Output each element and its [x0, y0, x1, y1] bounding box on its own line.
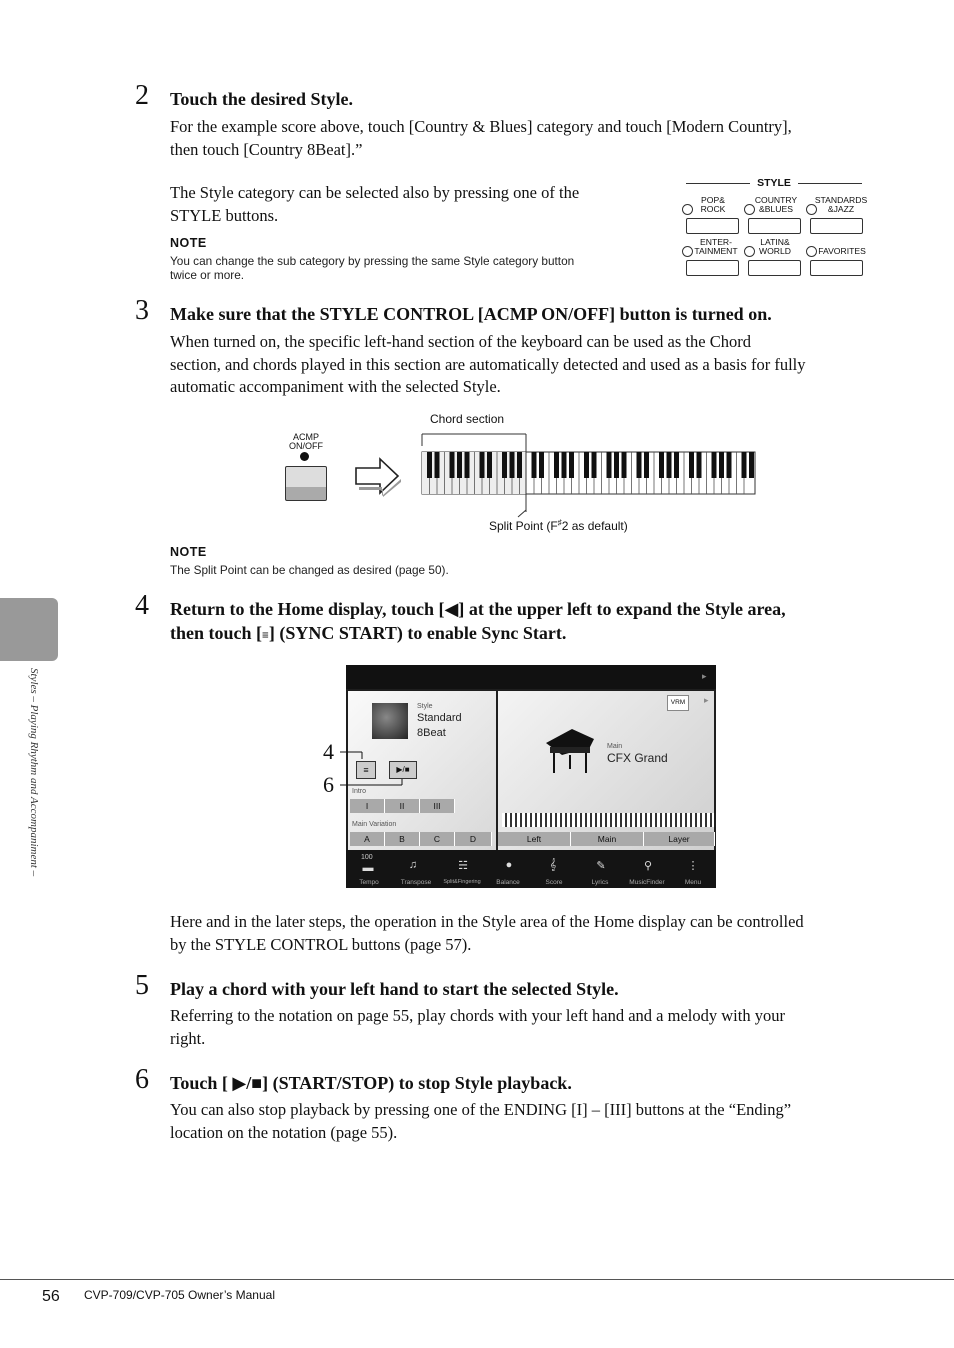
page-number: 56 [42, 1288, 60, 1305]
style-thumbnail-icon [372, 703, 408, 739]
step-3-note-heading: NOTE [170, 545, 207, 559]
country-blues-label: COUNTRY &BLUES [754, 195, 798, 214]
intro-button-1[interactable]: I [350, 799, 385, 813]
acmp-label: ACMP ON/OFF [289, 432, 323, 451]
entertainment-label: ENTER- TAINMENT [694, 237, 738, 256]
music-finder-icon[interactable]: ⚲ [643, 860, 653, 872]
intro-label: Intro [352, 788, 367, 795]
step-2-paragraph-2: The Style category can be selected also by pressing one of the STYLE buttons. [170, 183, 580, 225]
keyboard-illustration [420, 432, 760, 522]
chapter-tab [0, 598, 58, 661]
start-stop-button[interactable]: ▶/■ [389, 761, 417, 779]
step-5-paragraph: Referring to the notation on page 55, play chords with your left hand and a melody with your right. [170, 1006, 785, 1048]
callout-6: 6 [323, 772, 334, 797]
step-4-title-line-2: then touch [≡] (SYNC START) to enable Sync Start. [170, 623, 567, 643]
step-5-title: Play a chord with your left hand to start the selected Style. [170, 979, 619, 999]
intro-button-2[interactable]: II [385, 799, 420, 813]
pop-rock-label: POP& ROCK [700, 195, 726, 214]
latin-world-label: LATIN& WORLD [759, 237, 791, 256]
style-name-line-1[interactable]: Standard [417, 712, 462, 724]
balance-icon[interactable]: ● [505, 859, 513, 871]
grand-piano-icon [542, 725, 598, 777]
part-main-button[interactable]: Main [571, 832, 644, 846]
step-6-number: 6 [135, 1064, 149, 1095]
side-chapter-text: Styles – Playing Rhythm and Accompaniment – [28, 668, 40, 877]
mini-keyboard [502, 813, 714, 827]
step-2-note-text: You can change the sub category by pressing the same Style category button twice or more. [170, 254, 575, 282]
acmp-led-icon [300, 452, 309, 461]
sync-start-icon: ≡ [262, 628, 269, 642]
step-3-number: 3 [135, 295, 149, 326]
pop-rock-button[interactable] [686, 218, 739, 234]
favorites-label: FAVORITES [818, 246, 866, 256]
lyrics-icon[interactable]: ✎ [596, 860, 606, 872]
favorites-button[interactable] [810, 260, 863, 276]
variation-button-c[interactable]: C [420, 832, 455, 846]
step-4-number: 4 [135, 590, 149, 621]
step-5-number: 5 [135, 970, 149, 1001]
voice-name[interactable]: CFX Grand [607, 751, 668, 765]
chord-section-label: Chord section [430, 412, 505, 426]
toolbar-transpose[interactable]: Transpose [400, 879, 432, 886]
standards-jazz-button[interactable] [810, 218, 863, 234]
step-3-note-text: The Split Point can be changed as desired (page 50). [170, 563, 449, 577]
footer-rule [0, 1279, 954, 1280]
toolbar-menu[interactable]: Menu [684, 879, 702, 886]
step-6-title: Touch [ ▶/■] (START/STOP) to stop Style playback. [170, 1073, 572, 1093]
intro-button-3[interactable]: III [420, 799, 455, 813]
tempo-value: 100 [361, 854, 373, 861]
voice-area [498, 691, 714, 851]
menu-icon[interactable]: ⋮ [687, 860, 699, 872]
toolbar-score[interactable]: Score [545, 879, 563, 886]
pop-rock-led-icon [682, 204, 693, 215]
main-label: Main [607, 743, 623, 750]
toolbar-split-fingering[interactable]: Split&Fingering [443, 879, 481, 885]
step-4-paragraph: Here and in the later steps, the operation in the Style area of the Home display can be controlled by the STYLE CONTROL buttons (page 57). [170, 912, 804, 954]
step-3-paragraph: When turned on, the specific left-hand section of the keyboard can be used as the Chord section, and chords played in this section are automatically detected and used as a basis for fully automatic accompaniment with the selected Style. [170, 332, 806, 396]
toolbar-music-finder[interactable]: MusicFinder [629, 879, 665, 886]
right-arrow-icon [352, 456, 402, 498]
toolbar-balance[interactable]: Balance [496, 879, 520, 886]
variation-button-b[interactable]: B [385, 832, 420, 846]
step-2-paragraph-1: For the example score above, touch [Country & Blues] category and touch [Modern Country], then touch [Country 8Beat].” [170, 117, 792, 159]
country-blues-button[interactable] [748, 218, 801, 234]
manual-title: CVP-709/CVP-705 Owner’s Manual [84, 1288, 275, 1302]
split-point-label: Split Point (F♯2 as default) [489, 518, 628, 533]
variation-button-d[interactable]: D [455, 832, 492, 846]
tempo-icon[interactable]: ▬ [362, 862, 374, 874]
step-2-title: Touch the desired Style. [170, 89, 354, 109]
entertainment-button[interactable] [686, 260, 739, 276]
transpose-icon[interactable]: ♫ [408, 859, 418, 871]
collapse-icon[interactable]: ▸ [702, 671, 707, 681]
step-4-title-line-1: Return to the Home display, touch [◀] at the upper left to expand the Style area, [170, 599, 786, 619]
step-2-note-heading: NOTE [170, 236, 207, 250]
split-fingering-icon[interactable]: ☵ [458, 860, 468, 872]
callout-lines [336, 745, 416, 790]
vrm-badge[interactable]: VRM [667, 695, 689, 711]
latin-world-button[interactable] [748, 260, 801, 276]
part-layer-button[interactable]: Layer [644, 832, 715, 846]
style-label: Style [417, 703, 433, 710]
style-heading: STYLE [757, 177, 791, 189]
step-3-title: Make sure that the STYLE CONTROL [ACMP ON/OFF] button is turned on. [170, 304, 772, 324]
step-2-number: 2 [135, 80, 149, 111]
variation-button-a[interactable]: A [350, 832, 385, 846]
toolbar-lyrics[interactable]: Lyrics [591, 879, 609, 886]
score-icon[interactable]: 𝄞 [549, 859, 557, 871]
style-name-line-2[interactable]: 8Beat [417, 727, 446, 739]
latin-world-led-icon [744, 246, 755, 257]
standards-jazz-label: STANDARDS &JAZZ [814, 195, 868, 214]
main-variation-label: Main Variation [352, 821, 397, 828]
sync-start-button[interactable]: ≡ [356, 761, 376, 779]
acmp-on-off-button[interactable] [285, 466, 327, 501]
step-6-paragraph: You can also stop playback by pressing one of the ENDING [I] – [III] buttons at the “Ending” location on the notation (page 55). [170, 1100, 792, 1142]
part-left-button[interactable]: Left [498, 832, 571, 846]
callout-4: 4 [323, 739, 334, 764]
toolbar-tempo[interactable]: Tempo [359, 879, 379, 886]
voice-expand-icon[interactable]: ▸ [704, 695, 709, 705]
